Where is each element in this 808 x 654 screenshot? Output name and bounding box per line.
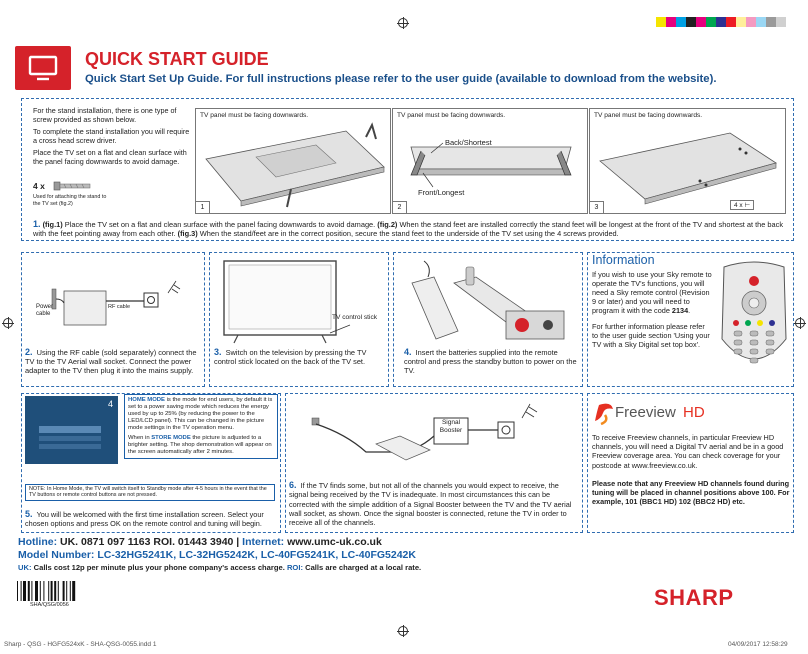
step5-instructions: 5. You will be welcomed with the first time installation screen. Select your chosen options and press OK on the remote control and tuning will begin.: [25, 509, 264, 528]
installation-screen-option: [39, 436, 101, 441]
step6-panel: [285, 393, 583, 533]
call-charges-line: UK: Calls cost 12p per minute plus your phone company's access charge. ROI: Calls are charged at a local rate.: [18, 563, 422, 572]
step6-instructions: 6. If the TV finds some, but not all of the channels you would expect to receive, the signal being received by the TV is inadequate. In most circumstances this can be corrected with the simple addition of a Signal Booster between the TV and the TV aerial wall socket, as shown. Once the signal booster is connected, retune the TV in order to receive all of the channels.: [289, 480, 572, 528]
step1-instructions: 1. (fig.1) Place the TV set on a flat and clean surface with the panel facing downwards to avoid damage. (fig.2) When the stand feet are installed correctly the stand feet will be longest at the front of the TV and shortest at the back with the feet pointing away from each other. (fig.3) When the stand/feet are in the correct position, secure the stand feet to the underside of the TV set using the 4 screws provided.: [33, 219, 784, 239]
footer-timestamp: 04/09/2017 12:58:29: [728, 641, 788, 648]
information-panel: [587, 252, 794, 387]
installation-screen: [25, 396, 118, 464]
step5-panel: [21, 393, 281, 533]
tv-back-rf-illustration: [22, 253, 206, 343]
signal-booster-label: Signal Booster: [439, 419, 463, 434]
control-stick-label: TV control stick: [332, 314, 378, 321]
signal-booster-illustration: [286, 394, 584, 476]
power-cable-label: Power cable: [36, 304, 54, 317]
registration-mark-bottom: [398, 626, 408, 636]
tv-facedown-illustration: [196, 109, 392, 215]
step3-instructions: 3. Switch on the television by pressing the TV control stick located on the back of the TV set.: [214, 347, 367, 366]
page-title: QUICK START GUIDE: [85, 49, 269, 69]
sky-remote-icon: [716, 261, 792, 379]
freeview-logo-text: Freeview: [615, 404, 676, 421]
step2-panel: [21, 252, 205, 387]
tv-logo-icon: [15, 46, 71, 90]
installation-screen-number: 4: [107, 399, 113, 409]
barcode-text: SHA/QSG/0056: [30, 602, 69, 608]
registration-mark-top: [398, 18, 408, 28]
hotline-line: Hotline: UK. 0871 097 1163 ROI. 01443 3940 | Internet: www.umc-uk.co.uk: [18, 536, 382, 548]
freeview-swirl-icon: [593, 401, 615, 425]
step4-panel: [393, 252, 583, 387]
figure-1: TV panel must be facing downwards. 1: [195, 108, 391, 214]
information-title: Information: [592, 253, 655, 267]
remote-battery-illustration: [394, 253, 584, 343]
screw-note: Used for attaching the stand to the TV set (fig.2): [33, 194, 107, 207]
stand-feet-illustration: [393, 109, 589, 215]
barcode: [17, 581, 97, 601]
figure-2: TV panel must be facing downwards. Back/Shortest Front/Longest 2: [392, 108, 588, 214]
screw-icon: [54, 181, 94, 191]
tv-front-illustration: [210, 253, 390, 343]
stand-installation-panel: [21, 98, 794, 241]
fig3-screw-label: 4 x ⊢: [730, 200, 754, 210]
home-mode-note: NOTE: In Home Mode, the TV will switch itself to Standby mode after 4-5 hours in the event that the TV buttons or remote control buttons are not pressed.: [25, 484, 275, 501]
registration-mark-left: [3, 318, 13, 328]
registration-mark-right: [795, 318, 805, 328]
stand-intro-text: For the stand installation, there is one type of screw provided as shown below. To complete the stand installation you will require a cross head screw driver. Place the TV set on a flat and clean surface with the panel facing downwards to avoid damage.: [33, 106, 190, 166]
model-line: Model Number: LC-32HG5241K, LC-32HG5242K, LC-40FG5241K, LC-40FG5242K: [18, 549, 416, 561]
screw-count: 4 x: [33, 181, 45, 191]
freeview-text: To receive Freeview channels, in particular Freeview HD channels, you will need a Digital TV aerial and be in a good Freeview coverage area. You can check coverage for your postcode at www.freeview.co.uk. Please note that any Freeview HD channels found during tuning will be placed in channel positions above 100. For example, 101 (BBC1 HD) 102 (BBC2 HD) etc.: [592, 433, 790, 507]
website-link[interactable]: www.umc-uk.co.uk: [287, 536, 382, 548]
installation-screen-option: [39, 444, 101, 449]
step2-instructions: 2. Using the RF cable (sold separately) connect the TV to the TV Aerial wall socket. Connect the power adapter to the TV then plug it into the mains supply.: [25, 347, 197, 375]
figure-3: TV panel must be facing downwards. 4 x ⊢ 3: [589, 108, 786, 214]
label-front-longest: Front/Longest: [418, 188, 465, 197]
information-text: If you wish to use your Sky remote to operate the TV's functions, you will need a Sky remote control (Revision 9 or later) and you will need to program it with the code 2134. For further information please refer to the user guide section 'Using your TV with a Sky Digital set top box'.: [592, 270, 712, 349]
sharp-logo: SHARP: [654, 585, 734, 610]
step4-instructions: 4. Insert the batteries supplied into the remote control and press the standby button to power on the TV.: [404, 347, 577, 375]
home-mode-info: HOME MODE is the mode for end users, by default it is set to a power saving mode which reduces the energy used by up to 25% (by reducing the power to the LED/LCD panel). This can be changed in the picture mode settings in the TV operation menu. When in STORE MODE the picture is adjusted to a brighter setting. The shop demonstration will appear on the screen automatically after 2 minutes.: [124, 394, 278, 459]
step3-panel: [209, 252, 389, 387]
page-subtitle: Quick Start Set Up Guide. For full instructions please refer to the user guide (available to download from the website).: [85, 73, 717, 85]
footer-file-name: Sharp - QSG - HGFG524xK - SHA-QSG-0055.indd 1: [4, 641, 157, 648]
label-back-shortest: Back/Shortest: [445, 138, 492, 147]
freeview-panel: [587, 393, 794, 533]
stand-secured-illustration: [590, 109, 787, 215]
freeview-logo-hd: HD: [683, 404, 705, 421]
installation-screen-highlight: [39, 426, 101, 433]
rf-cable-label: RF cable: [108, 304, 131, 310]
